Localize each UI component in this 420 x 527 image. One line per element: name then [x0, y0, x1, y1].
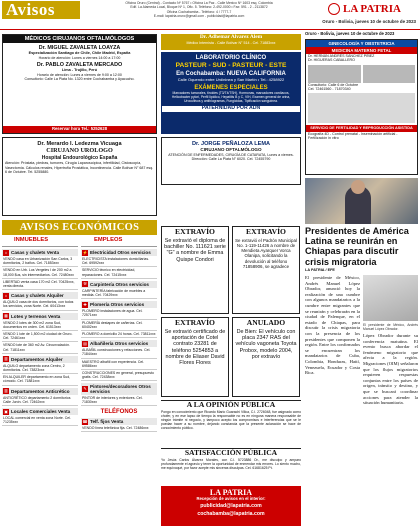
ad-subtitle: Médico Internista - Calle Bolívar N° 514 - Cel. 71883xxx: [186, 41, 276, 45]
classified-item: ELECTRICISTA instalaciones domiciliarias. Cel. 69592xxx: [81, 256, 157, 267]
section-header: ⚡ Electricidad Otros servicios: [81, 249, 157, 256]
photo-caption: El presidente de México, Andrés Manuel López Obrador.: [363, 323, 418, 331]
section-title: Avisos: [2, 1, 80, 19]
section-header: ⌂ Casas y chalets Venta: [2, 249, 78, 256]
classified-item: CONSTRUCCIONES en general, presupuesto gratis. Cel. 72438xxx: [81, 370, 157, 381]
notice-body: Yo Jesús Carlos Álvarez Morales, con C.I. 5723886 Or., me disculpo y amparo profundamente el agravio y tener la oportunidad de enmendar mis errores. Lo siento mucho, me equivoqué, por favor acepte mis sinceras disculpas. Cel. 61681625 Pt.: [161, 457, 301, 470]
ad-band: GINECOLOGÍA Y OBSTETRICIA: [306, 40, 417, 47]
notice-body: Se extravió el diploma de bachiller No. 111621 serie "G" a nombre de Emma Quispe Condori: [164, 237, 226, 263]
land-icon: ▦: [4, 313, 8, 319]
section-header: ▣ Locales Comerciales Venta: [2, 408, 78, 415]
ad-band: PATERNIDAD POR ADN: [162, 106, 300, 112]
ad-line: EXÁMENES ESPECIALES: [194, 84, 268, 91]
classifieds-inmuebles: [2, 246, 78, 527]
doctor-hours: Horario de atención: Lunes a viernes de 9:00 a 12:00: [37, 72, 122, 77]
section-header: ⚒ Carpintería Otros servicios: [81, 281, 157, 288]
classified-item: PLOMERO instalaciones de agua. Cel. 72571xxx: [81, 308, 157, 319]
building-icon: ▥: [4, 388, 8, 394]
person-head: [351, 180, 365, 194]
reservation-phone: Reservar hora Tel.: 5252628: [3, 126, 156, 133]
hospital-name: Hospital Endourológico España: [41, 154, 118, 161]
ad-line: Ecografía 4D - Control prenatal - Inseminación artificial - Fertilización in vitro: [308, 131, 398, 140]
wrench-icon: ✚: [83, 301, 87, 307]
brick-icon: ▤: [83, 340, 87, 346]
house-icon: ⌂: [4, 292, 8, 298]
news-photo: [305, 178, 418, 224]
news-column: [363, 275, 418, 527]
section-header: ▦ Lotes y terrenos Venta: [2, 313, 78, 320]
classified-item: SERVICIO técnico en electricidad, reparaciones. Cel. 72415xxx: [81, 267, 157, 278]
economicos-subheads: [2, 237, 157, 244]
classified-item: VENDO 1 lote de 1,500 m2 ciudad de Oruro. Cel. 72461xxx: [2, 331, 78, 342]
notice-body: Se extravió certificado de aportación de Cotel contrato 23281 de teléfono 5254853 a nombre de Eliaser David Flores Flores: [164, 328, 226, 367]
classified-item: ALQUILO departamento zona Centro, 2 dormitorios. Cel. 73823xxx: [2, 363, 78, 374]
ad-band: MEDICINA MATERNO FETAL: [306, 47, 417, 54]
contact-line: Oficina Oruro (Central) - Contacto Nº 5767 • Oficina La Paz - Calle Mexico Nº 1603 esq. Colombia: [125, 1, 273, 5]
contact-line: Oficina Cochabamba - Teléfono: 4 / 7777-7: [166, 9, 232, 14]
section-header: ☎ Telf. fijos Venta: [81, 418, 157, 425]
classified-item: PLOMERO a domicilio 24 horas. Cel. 73811xxx: [81, 331, 157, 338]
right-date-line: Oruro - Bolivia, jueves 10 de octubre de 2023: [305, 31, 395, 36]
notice-body: Se extravió el Padrón Municipal No. 1-119-11426 a nombre de Mendieta Ayarquer Vorca Olanipa, solicitando la devolución al teléfono 71858906, se agradece: [235, 237, 297, 269]
store-icon: ▣: [4, 408, 8, 414]
news-byline: LA PATRIA / EFE: [305, 268, 335, 272]
notice-title: EXTRAVÍO: [175, 227, 215, 236]
ad-details: Marcadores tumorales, tiroides (T3/T4/TSH), Hormonas, marcadores cardíacos, Helicobacter pylori, Perfil lipídico, Hepatitis B y C, VIH, Examen general de orina, Urocultivos y antibiogramas, Fungicidas, Tipificación sanguínea.: [171, 90, 291, 103]
building-icon: ▥: [4, 356, 8, 362]
classified-item: EN ALQUILER departamento en zona Sud, cómodo. Cel. 71881xxx: [2, 374, 78, 385]
empleos-heading: EMPLEOS: [94, 237, 123, 243]
notice-title: A LA OPINIÓN PÚBLICA: [186, 400, 276, 409]
classified-item: ALQUILO casa de dos dormitorios, con todos los servicios, zona Norte. Cel. 60413xxx: [2, 299, 78, 310]
classified-item: VENDO línea telefónica fija. Cel. 72486xxx: [81, 425, 157, 432]
ad-line: Consultorio: Calle 6 de Octubre: [308, 82, 359, 87]
contact-info: [84, 1, 314, 18]
ad-details: ATENCIÓN DE ENFERMEDADES, CIRUGÍA DE CATARATA, Lunes a viernes. Dirección: Calle La Plata N° 6020. Cel. 72455790: [168, 152, 294, 162]
box-subtitle: Recepción de avisos en el interior:: [196, 496, 266, 502]
notice-title: EXTRAVÍO: [246, 227, 286, 236]
notice-title: SATISFACCIÓN PÚBLICA: [184, 448, 278, 457]
classified-item: LIBERTAD venta casa 170 m2 Cel. 70425xxx, venta directa.: [2, 279, 78, 290]
plug-icon: ⚡: [82, 249, 88, 255]
doctor-specialty: CIRUJANO OFTALMÓLOGO: [200, 147, 262, 153]
notice-anulado: [232, 317, 300, 397]
doctor-photo: [363, 65, 416, 83]
house-icon: ⌂: [4, 249, 8, 255]
doctor-specialty: CIRUJANO UROLOGO: [46, 147, 113, 155]
doctor-sub: Especialización Santiago de Chile, Chile Madrid, España: [28, 51, 131, 56]
ad-line: LABORATORIO CLÍNICO: [195, 55, 267, 61]
section-header: ✎ Pintores/decoradores Otros servicios: [81, 383, 157, 394]
notice-extravio: [232, 226, 300, 314]
notice-opinion-publica: [161, 400, 301, 446]
ad-ginecologia: [305, 39, 418, 175]
ad-details: Atención: Próstata, piedras, tumores, Cirugía Laparoscópica, infertilidad, Cistoscopía, Vasectomía. Cálculos renales, Hipertrofia Prostática, Incontinencia. Calle Bolívar N° 687 esq. 6 de Octubre. Tel. 5255880.: [5, 161, 154, 175]
la-patria-reception-box: [161, 486, 301, 526]
contact-line: Edif. La Alameda Local, Bloque Nº 1, Ofic. 5. Teléfono: 2-492-0000 • Fax: 591 - 2 - 2113872: [130, 5, 268, 10]
email-link[interactable]: cochabamba@lapatria.com: [197, 510, 265, 517]
classified-item: VENDO 2 lotes de 300 m2 zona Sud, documentos en orden. Cel. 61513xxx: [2, 320, 78, 331]
section-header: ▥ Departamentos Anticrético: [2, 388, 78, 395]
date-line: Oruro - Bolivia, jueves 10 de octubre de 2023: [322, 19, 416, 24]
email-link[interactable]: publicidad@lapatria.com: [200, 503, 262, 510]
page-header: [0, 0, 420, 30]
section-header: ▥ Departamentos Alquiler: [2, 356, 78, 363]
doctor-name: Dr. PABLO ZAVALETA MERCADO: [36, 61, 123, 68]
classifieds-empleos: [81, 246, 157, 527]
notice-title: ANULADO: [246, 318, 286, 327]
notice-satisfaccion-publica: [161, 448, 301, 484]
doctor-photo: [308, 65, 361, 83]
notice-extravio: [161, 226, 229, 314]
phone-icon: ☎: [82, 418, 88, 424]
classified-item: ANTICRÉTICO departamento 2 dormitorios Calle Junín. Cel. 72462xxx: [2, 395, 78, 406]
ad-image: [308, 93, 415, 123]
telefonos-heading: TELÉFONOS: [100, 409, 138, 416]
classified-item: VENDO en Urb. Los Vergeles I de 200 m2 a 18,000 $us, sin intermediarios. Cel. 72480xxx: [2, 267, 78, 278]
classified-item: CARPINTERÍA fabricación de muebles a medida. Cel. 70429xxx: [81, 288, 157, 299]
ad-line: Dr. HIGUERAS CABALLERO: [308, 58, 355, 63]
doctor-hours: Horario de atención: Lunes a viernes 14:00 a 17:00: [38, 55, 121, 60]
ad-laboratorio-pasteur: [161, 52, 301, 134]
ad-urologo: [2, 137, 157, 216]
ad-medicos-oftalmologos: [2, 34, 157, 134]
notice-extravio: [161, 317, 229, 397]
box-title: LA PATRIA: [209, 488, 253, 497]
contact-line: E-mail: lapatria.oruro@gmail.com - publicidad@lapatria.com: [153, 13, 245, 18]
economicos-title: AVISOS ECONÓMICOS: [2, 220, 157, 235]
ad-line: PASTEUR - SUD - PASTEUR - ESTE: [175, 61, 287, 69]
hammer-icon: ⚒: [83, 281, 87, 287]
news-column: El presidente de México, Andrés Manuel López Obrador, anunció hoy la realización de una cumbre con algunos mandatarios a la cumbre entre migrantes que se reunirán y celebrarán en la ciudad de Palenque, en el estado de Chiapas, para discutir la crisis migratoria con la presencia de los presidentes que componen la región. Entre los confirmados se encuentran los mandatarios de Cuba, Colombia, Honduras, Haití, Venezuela, Ecuador y Costa Rica.: [305, 275, 360, 376]
section-header: ▤ Albañilería Otros servicios: [81, 340, 157, 347]
classified-item: VENDO lote de 360 m2 Av. Circunvalación. Cel. 71811xxx: [2, 342, 78, 353]
ad-band: MÉDICOS CIRUJANOS OFTALMÓLOGOS: [3, 35, 156, 43]
classified-item: VENDO casa en Urbanización San Carlos, 3 dormitorios, 2 baños. Cel. 71853xxx: [2, 256, 78, 267]
seal-icon: [328, 3, 340, 15]
doctor-name: Dr. MIGUEL ZAVALETA LOAYZA: [38, 45, 121, 51]
section-header: ✚ Plomería Otros servicios: [81, 301, 157, 308]
inset-photo: [363, 275, 418, 321]
doctor-photos: [306, 65, 417, 83]
news-headline: Presidentes de América Latina se reunirán en Chiapas para discutir crisis migratoria: [305, 226, 409, 267]
ad-oftalmologo: [161, 137, 301, 185]
notice-body: Pongo en conocimiento que Ricardo Mario Guarachi Villca, C.I. 2726048, fue asignado como chofer, y en ese lapso de tiempo la responsable no es en ninguna manera responsable de ningún trámite ni negocio, y tampoco acepto los compromisos e interferencias que se le puedan hacer a su nombre, dejando constancia que la presente aclaración se hace de conocimiento público.: [161, 409, 301, 431]
news-text: López Obrador durante su conferencia matutina. El evento busca abordar el fenómeno migratorio que afecta a la región. Migraciones (OIM) señalaron que los flujos migratorios requieren respuestas conjuntas entre los países de origen, tránsito y destino, y que se buscará coordinar acciones para atender la situación humanitaria.: [363, 333, 418, 406]
ad-line: Dr. HERNÁN ANDRÉS SÁNCHEZ PIÑEZ: [308, 54, 375, 59]
ad-title: Dr. Adhemar Alvarez Alem: [199, 34, 263, 40]
doctor-name: Dr. JORGE PEÑALOZA LEMA: [191, 141, 271, 147]
section-header: ⌂ Casas y chalets Alquiler: [2, 292, 78, 299]
doctor-sub: Lima - Trujillo, Perú: [61, 68, 98, 73]
notice-title: EXTRAVÍO: [175, 318, 215, 327]
newspaper-logo: [328, 2, 416, 16]
ad-line: Cel. 72461560 - 71870340: [308, 87, 351, 92]
clinic-address: Consultorio: Calle La Plata No. 1320 entre Cochabamba y Ayacucho.: [24, 76, 135, 81]
inmuebles-heading: INMUEBLES: [14, 237, 49, 243]
ad-band: SERVICIO DE FERTILIDAD Y REPRODUCCIÓN ASISTIDA: [306, 125, 417, 131]
ad-line: En Cochabamba: NUEVA CALIFORNIA: [176, 71, 286, 78]
classified-item: MAESTRO albañil con experiencia. Cel. 69586xxx: [81, 359, 157, 370]
ad-doctor-banner: [161, 34, 301, 50]
notice-body: De Bien: El vehículo con placa 2347 RAS del vehículo vagoneta Toyota Probox, modelo 2004, por extravío: [235, 328, 297, 360]
doctor-name: Dr. Merardo I. Ledezma Vicuaga: [37, 141, 122, 147]
brush-icon: ✎: [83, 386, 87, 392]
classified-item: ALBAÑIL construcciones y refacciones. Cel. 71844xxx: [81, 347, 157, 358]
classified-item: LOCAL comercial en venta zona Norte. Cel. 71235xxx: [2, 415, 78, 426]
classified-item: PLOMERÍA destapes de cañerías. Cel. 60402xxx: [81, 320, 157, 331]
logo-text: LA PATRIA: [343, 3, 401, 15]
ad-line: Calle Oquendo entre Urdininea y San Martín • Tel.: 4258922: [177, 77, 285, 83]
classified-item: PINTOR de interiores y exteriores. Cel. 71830xxx: [81, 395, 157, 406]
